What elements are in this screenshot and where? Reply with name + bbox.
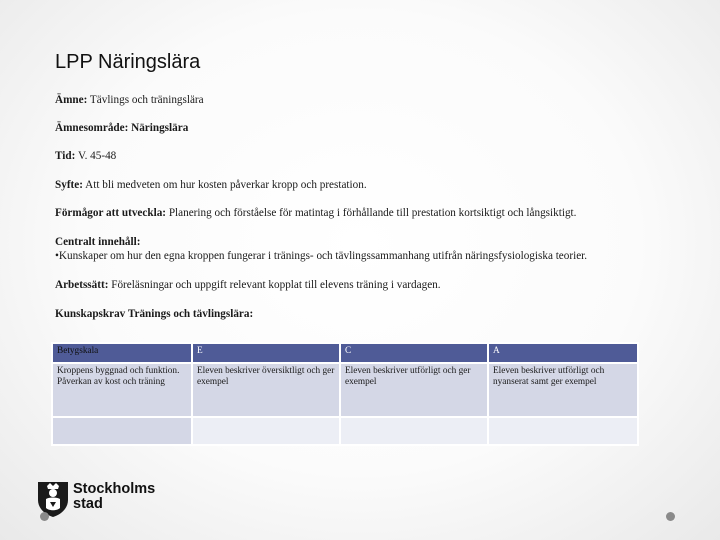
purpose-value: Att bli medveten om hur kosten påverkar kropp och prestation. [85, 179, 367, 191]
header-cell-text: Betygskala [57, 346, 99, 356]
abilities-line [55, 206, 576, 220]
header-cell: E [192, 343, 340, 363]
central-label: Centralt innehåll: [55, 236, 141, 248]
subject-value: Tävlings och träningslära [89, 94, 204, 106]
corner-dot-icon [666, 512, 675, 521]
table-cell [488, 417, 638, 445]
abilities-label: Förmågor att utveckla: [55, 207, 167, 219]
requirements-label: Kunskapskrav Tränings och tävlingslära: [55, 308, 254, 320]
subject-label: Ämne: [55, 94, 88, 106]
logo-line-2: stad [73, 496, 103, 512]
table-cell: Eleven beskriver översiktligt och ger exempel [192, 363, 340, 417]
area-line [55, 121, 188, 135]
time-label: Tid: [55, 150, 76, 162]
city-logo-text [73, 482, 155, 512]
purpose-line [55, 178, 367, 192]
subject-line [55, 93, 204, 107]
central-value: •Kunskaper om hur den egna kroppen fungerar i tränings- och tävlingssammanhang utifrån näringsfysiologiska teorier. [55, 250, 588, 262]
table-row [52, 363, 638, 417]
abilities-value: Planering och förståelse för matintag i förhållande till prestation kortsiktigt och långsiktigt. [168, 207, 577, 219]
table-cell: Eleven beskriver utförligt och ger exempel [340, 363, 488, 417]
corner-dot-icon [40, 512, 49, 521]
table-header-row [52, 343, 638, 363]
table-cell [340, 417, 488, 445]
grading-table [51, 342, 639, 446]
purpose-label: Syfte: [55, 179, 83, 191]
header-cell: A [488, 343, 638, 363]
table-cell: Kroppens byggnad och funktion. Påverkan av kost och träning [52, 363, 192, 417]
time-line [55, 149, 116, 163]
method-value: Föreläsningar och uppgift relevant kopplat till elevens träning i vardagen. [111, 279, 441, 291]
table-row [52, 417, 638, 445]
header-cell: C [340, 343, 488, 363]
table-cell: Eleven beskriver utförligt och nyanserat samt ger exempel [488, 363, 638, 417]
area-label: Ämnesområde: Näringslära [55, 122, 189, 134]
method-label: Arbetssätt: [55, 279, 109, 291]
time-value: V. 45-48 [77, 150, 117, 162]
table-cell [192, 417, 340, 445]
logo-line-1: Stockholms [73, 481, 156, 497]
method-line [55, 278, 441, 292]
requirements-line [55, 307, 253, 321]
table-cell [52, 417, 192, 445]
central-content [55, 235, 587, 263]
header-cell [52, 343, 192, 363]
slide-title: LPP Näringslära [55, 51, 201, 73]
